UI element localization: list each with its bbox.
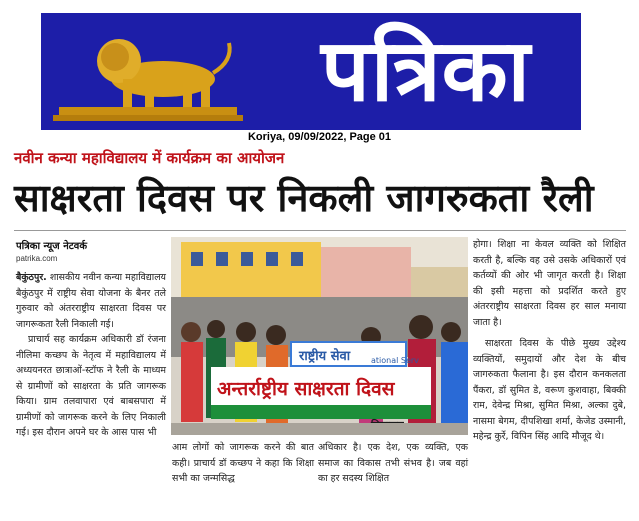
divider xyxy=(14,230,626,231)
article-headline: साक्षरता दिवस पर निकली जागरुकता रैली xyxy=(14,176,594,220)
brand-name: पत्रिका xyxy=(321,21,531,121)
article-column-2a: आम लोगों को जागरूक करने की बात कही। प्राचार्य डॉ कच्छप ने कहा कि शिक्षा सभी का जन्मसिद्ध xyxy=(172,442,314,484)
article-column-2b: अधिकार है। एक देश, एक व्यक्ति, एक समाज का विकास तभी संभव है। जब वहां का हर सदस्य शिक्षित xyxy=(318,442,468,484)
lion-emblem-icon xyxy=(53,21,243,121)
article-kicker: नवीन कन्या महाविद्यालय में कार्यक्रम का आयोजन xyxy=(14,149,285,167)
nss-banner-text: राष्ट्रीय सेवा xyxy=(299,349,351,364)
source-link[interactable]: patrika.com xyxy=(16,254,58,263)
article-column-1 xyxy=(16,270,166,441)
paragraph: प्राचार्य सह कार्यक्रम अधिकारी डॉ रंजना नीलिमा कच्छप के नेतृत्व में महाविद्यालय में अध्ययनरत छात्राओं-स्टॉफ ने रैली के माध्यम से ग्रामीणों को साक्षरता के प्रति जागरूक किया। ग्राम तलवापारा एवं बाबसपारा में ग्रामीणों को जागरूक करने के लिए निकाली गई। इस दौरान अपने घर के आस पास भी xyxy=(16,334,166,438)
nss-banner-sub: ational Serv xyxy=(371,356,419,365)
edition-line: Koriya, 09/09/2022, Page 01 xyxy=(247,131,392,143)
banner-text: अन्तर्राष्ट्रीय साक्षरता दिवस xyxy=(217,378,395,400)
dateline: बैकुंठपुर. xyxy=(16,272,47,283)
paragraph: होगा। शिक्षा ना केवल व्यक्ति को शिक्षित करती है, बल्कि वह उसे उसके अधिकारों एवं कर्तव्यों की ओर भी जागृत करती है। शिक्षा की इसी महत्ता को प्रदर्शित करते हुए अंतरराष्ट्रीय साक्षरता दिवस हर साल मनाया जाता है। xyxy=(473,239,626,328)
masthead xyxy=(41,13,581,130)
paragraph: साक्षरता दिवस के पीछे मुख्य उद्देश्य व्यक्तियों, समुदायों और देश के बीच जागरुकता फैलाना है। इस दौरान कनकलता पैंकरा, डॉ सुमित डे, वरूण कुशवाहा, बिक्की राम, देवेन्द्र मिश्रा, सुमित मिश्रा, अल्का दुबे, नासमा बेगम, दीपशिखा शर्मा, केजेड उस्मानी, महेन्द्र कुर्रे, विपिन सिंह आदि मौजूद थे। xyxy=(473,338,626,442)
rally-photo xyxy=(171,237,468,435)
paragraph: शासकीय नवीन कन्या महाविद्यालय बैकुंठपुर में राष्ट्रीय सेवा योजना के बैनर तले गुरुवार को अंतरराष्ट्रीय साक्षरता दिवस पर जागरूकता रैली निकाली गई। xyxy=(16,272,166,330)
article-column-3 xyxy=(473,237,626,445)
byline: पत्रिका न्यूज नेटवर्क xyxy=(16,241,88,252)
